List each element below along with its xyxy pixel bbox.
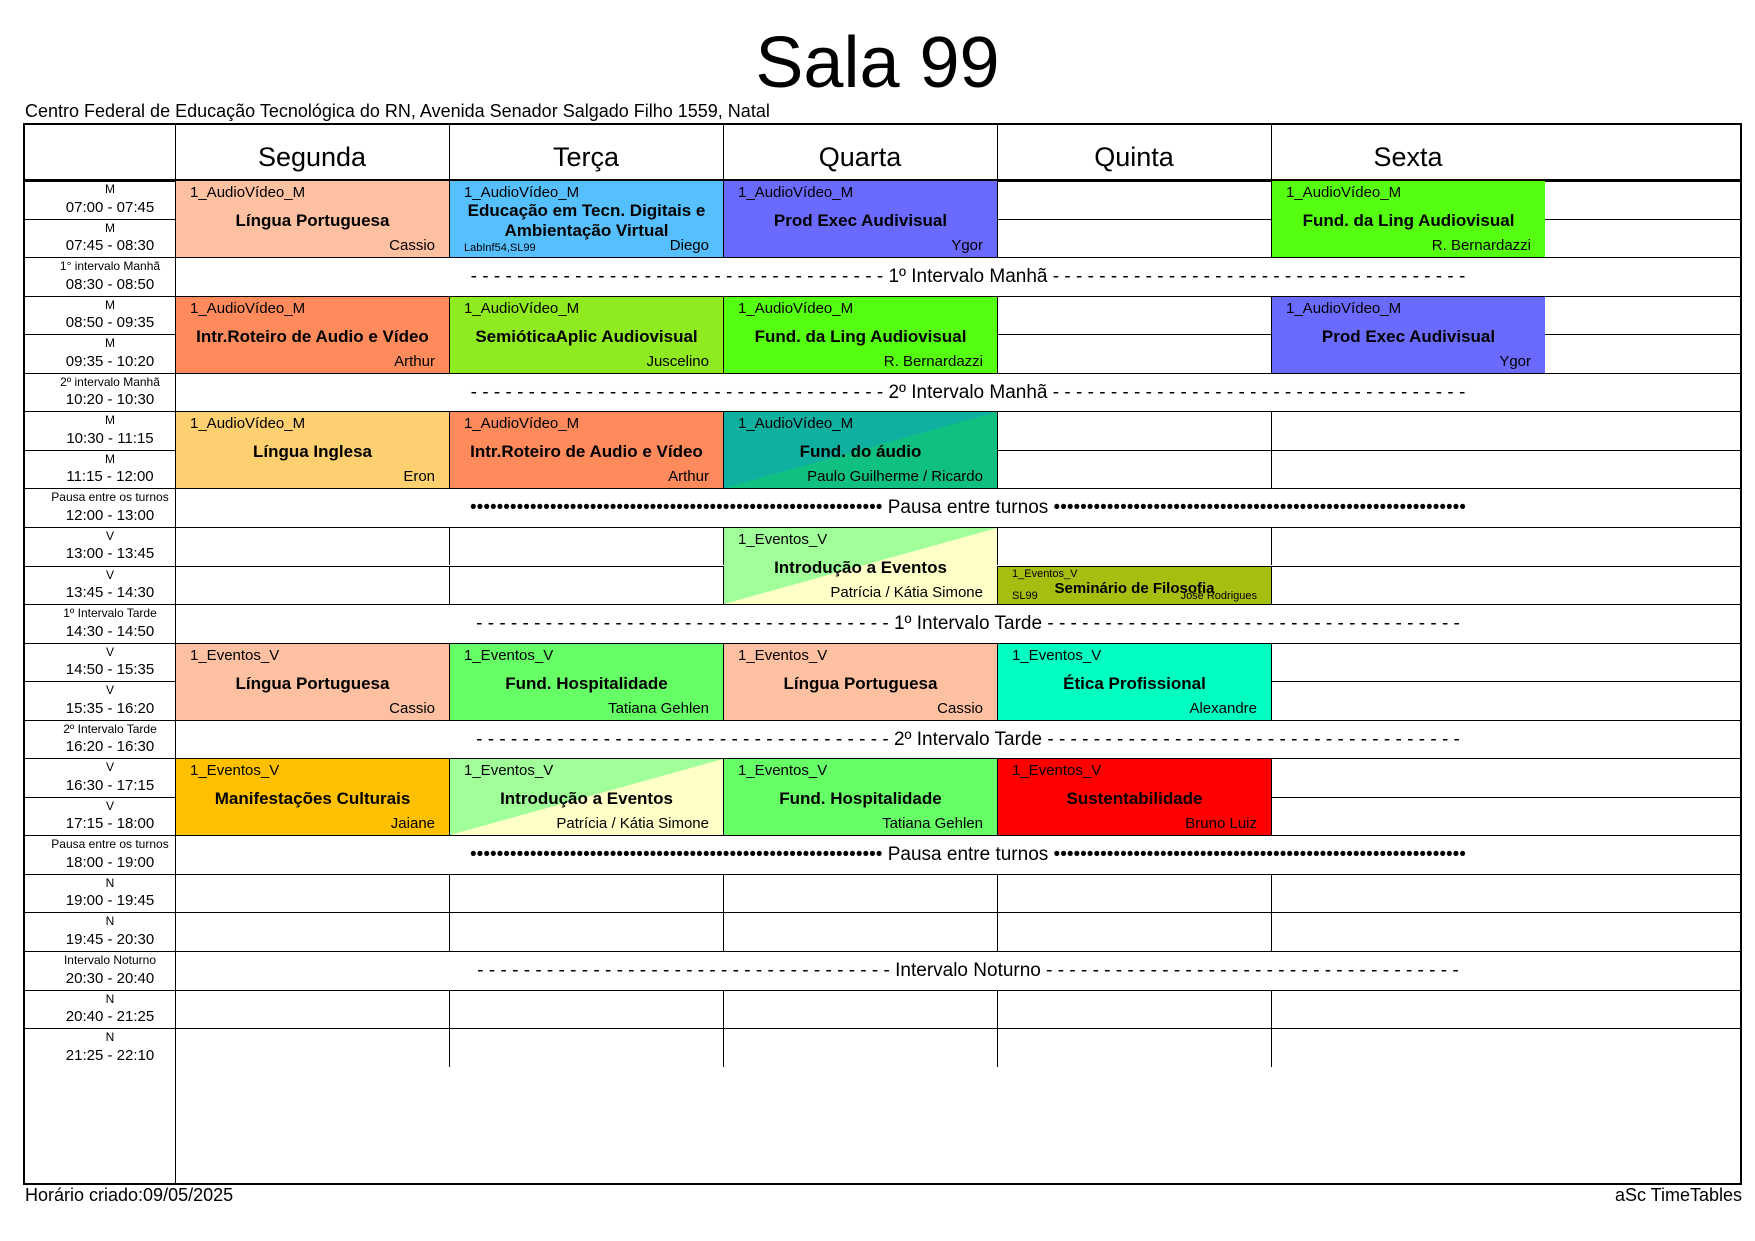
lesson-class: 1_AudioVídeo_M (738, 415, 854, 433)
lesson-class: 1_AudioVídeo_M (738, 299, 854, 317)
lesson-teacher: Bruno Luiz (1185, 815, 1257, 833)
lesson-teacher: Diego (669, 237, 709, 255)
lesson-teacher: Juscelino (646, 352, 709, 370)
created-date: Horário criado:09/05/2025 (25, 1185, 234, 1205)
row-divider (25, 874, 1740, 875)
column-divider (1271, 125, 1272, 180)
lesson-teacher: Tatiana Gehlen (882, 815, 983, 833)
column-divider (449, 125, 450, 180)
lesson-teacher: Cassio (389, 237, 435, 255)
time-slot-label (25, 334, 195, 373)
slot-time: 11:15 - 12:00 (66, 468, 154, 486)
column-divider (1271, 566, 1272, 605)
lesson-class: 1_Eventos_V (738, 646, 828, 664)
lesson-teacher: Patrícia / Kátia Simone (556, 815, 709, 833)
slot-kind: N (105, 914, 115, 929)
lesson-subject: Ética Profissional (1063, 673, 1206, 693)
lesson-card (998, 567, 1271, 605)
break-row (196, 836, 1740, 874)
time-slot-label (25, 951, 195, 990)
lesson-subject: Manifestações Culturais (214, 789, 411, 809)
slot-time: 10:30 - 11:15 (66, 429, 154, 447)
slot-kind: N (105, 1030, 115, 1045)
lesson-card (724, 759, 997, 835)
time-slot-label (25, 758, 195, 797)
lesson-class: 1_AudioVídeo_M (464, 184, 580, 201)
column-divider (449, 527, 450, 566)
lesson-subject: Prod Exec Audivisual (1321, 326, 1496, 346)
slot-time: 10:20 - 10:30 (65, 391, 155, 409)
slot-time: 21:25 - 22:10 (65, 1046, 155, 1064)
slot-time: 16:30 - 17:15 (65, 776, 155, 794)
time-slot-label (25, 527, 195, 566)
slot-time: 16:20 - 16:30 (65, 738, 155, 756)
break-row (196, 952, 1740, 990)
lesson-class: 1_AudioVídeo_M (1286, 184, 1402, 201)
break-filler: - - - - - - - - - - - - - - - - - - - - - - - - - - - - - - - - - - - - (1040, 960, 1459, 981)
lesson-teacher: Paulo Guilherme / Ricardo (807, 468, 983, 486)
day-header: Terça (552, 142, 620, 172)
slot-time: 13:00 - 13:45 (65, 545, 155, 563)
break-label: 1º Intervalo Tarde (893, 613, 1043, 635)
lesson-subject: Fund. do áudio (799, 442, 922, 462)
lesson-card (450, 181, 723, 257)
lesson-class: 1_Eventos_V (464, 762, 554, 780)
slot-time: 14:50 - 15:35 (65, 661, 155, 679)
time-slot-label (25, 874, 195, 913)
lesson-subject: Fund. Hospitalidade (505, 673, 668, 693)
slot-kind: 2º intervalo Manhã (60, 374, 160, 389)
slot-kind: N (105, 991, 115, 1006)
time-slot-label (25, 488, 195, 527)
slot-time: 18:00 - 19:00 (65, 853, 155, 871)
slot-kind: Pausa entre os turnos (51, 490, 169, 505)
lesson-class: 1_Eventos_V (1012, 567, 1078, 580)
time-slot-label (25, 296, 195, 335)
column-divider (723, 990, 724, 1029)
lesson-card (176, 412, 449, 488)
row-divider (25, 990, 1740, 991)
lesson-subject: Intr.Roteiro de Audio e Vídeo (196, 326, 429, 346)
lesson-card (1272, 297, 1545, 373)
lesson-card (450, 297, 723, 373)
column-divider (997, 219, 998, 258)
lesson-card (724, 297, 997, 373)
slot-time: 08:30 - 08:50 (65, 275, 155, 293)
slot-kind: 1° intervalo Manhã (59, 259, 161, 274)
lesson-teacher: Alexandre (1189, 699, 1257, 717)
column-divider (449, 874, 450, 913)
day-header: Segunda (257, 142, 367, 172)
school-address: Centro Federal de Educação Tecnológica do RN, Avenida Senador Salgado Filho 1559, Natal (25, 101, 770, 121)
break-row (196, 605, 1740, 643)
timetable-grid (23, 123, 1742, 1185)
slot-time: 20:40 - 21:25 (65, 1008, 155, 1026)
slot-time: 15:35 - 16:20 (65, 699, 155, 717)
lesson-class: 1_AudioVídeo_M (1286, 299, 1402, 317)
break-filler: - - - - - - - - - - - - - - - - - - - - - - - - - - - - - - - - - - - - (476, 613, 894, 635)
break-filler: - - - - - - - - - - - - - - - - - - - - - - - - - - - - - - - - - - - - (476, 728, 894, 750)
break-filler: - - - - - - - - - - - - - - - - - - - - - - - - - - - - - - - - - - - - (1042, 613, 1460, 635)
time-slot-label (25, 411, 195, 450)
lesson-card (176, 297, 449, 373)
column-divider (997, 296, 998, 335)
lesson-teacher: R. Bernardazzi (1431, 237, 1531, 255)
slot-kind: M (105, 451, 115, 466)
lesson-subject: Seminário de Filosofia (1054, 579, 1215, 597)
slot-time: 08:50 - 09:35 (65, 314, 155, 332)
slot-kind: N (105, 875, 115, 890)
lesson-subject: Língua Inglesa (252, 442, 373, 462)
slot-kind: 1º Intervalo Tarde (63, 606, 157, 621)
column-divider (1271, 797, 1272, 836)
column-divider (997, 125, 998, 180)
time-slot-label (25, 797, 195, 836)
break-filler: - - - - - - - - - - - - - - - - - - - - - - - - - - - - - - - - - - - - (470, 381, 889, 403)
break-filler: •••••••••••••••••••••••••••••••••••••••••••••••••••••••••••••• (470, 497, 888, 519)
slot-kind: V (105, 798, 114, 813)
lesson-teacher: Eron (403, 468, 435, 486)
column-divider (723, 1028, 724, 1067)
column-divider (1271, 681, 1272, 720)
column-divider (997, 990, 998, 1029)
time-slot-label (25, 643, 195, 682)
lesson-teacher: Patrícia / Kátia Simone (830, 584, 983, 602)
slot-kind: V (105, 567, 114, 582)
slot-kind: M (105, 220, 115, 235)
time-slot-label (25, 257, 195, 296)
slot-kind: M (105, 297, 115, 312)
slot-time: 09:35 - 10:20 (65, 352, 155, 370)
slot-kind: V (105, 760, 114, 775)
lesson-card (998, 644, 1271, 720)
lesson-room: SL99 (1012, 590, 1038, 603)
column-divider (449, 1028, 450, 1067)
time-slot-label (25, 219, 195, 258)
lesson-card (176, 644, 449, 720)
lesson-teacher: Ygor (1499, 352, 1531, 370)
time-slot-label (25, 566, 195, 605)
lesson-class: 1_Eventos_V (1012, 646, 1102, 664)
column-divider (997, 411, 998, 450)
column-divider (1271, 758, 1272, 797)
time-slot-label (25, 180, 195, 219)
column-divider (997, 180, 998, 219)
time-slot-label (25, 681, 195, 720)
row-divider (25, 1028, 1740, 1029)
slot-kind: V (105, 528, 114, 543)
lesson-teacher: José Rodrigues (1180, 590, 1257, 603)
lesson-class: 1_AudioVídeo_M (464, 415, 580, 433)
lesson-subject: Sustentabilidade (1066, 789, 1203, 809)
column-divider (1271, 411, 1272, 450)
day-header: Sexta (1373, 142, 1443, 172)
time-slot-label (25, 912, 195, 951)
lesson-card (450, 644, 723, 720)
lesson-teacher: R. Bernardazzi (883, 352, 983, 370)
slot-kind: Pausa entre os turnos (51, 837, 169, 852)
column-divider (997, 874, 998, 913)
lesson-class: 1_Eventos_V (738, 762, 828, 780)
break-filler: - - - - - - - - - - - - - - - - - - - - - - - - - - - - - - - - - - - - (1047, 266, 1466, 288)
time-slot-label (25, 604, 195, 643)
column-divider (449, 990, 450, 1029)
generator-label: aSc TimeTables (1614, 1185, 1742, 1205)
lesson-card (724, 644, 997, 720)
column-divider (1271, 1028, 1272, 1067)
slot-kind: M (105, 182, 115, 196)
break-filler: - - - - - - - - - - - - - - - - - - - - - - - - - - - - - - - - - - - - (477, 960, 896, 981)
slot-kind: M (105, 413, 115, 428)
day-header: Quarta (818, 142, 902, 172)
time-slot-label (25, 990, 195, 1029)
lesson-card (1272, 181, 1545, 257)
lesson-subject: Intr.Roteiro de Audio e Vídeo (470, 442, 703, 462)
column-divider (723, 874, 724, 913)
break-row (196, 721, 1740, 759)
lesson-subject: Fund. da Ling Audiovisual (754, 326, 967, 346)
slot-time: 17:15 - 18:00 (65, 815, 155, 833)
column-divider (723, 125, 724, 180)
lesson-subject: Língua Portuguesa (235, 673, 390, 693)
break-label: 1º Intervalo Manhã (888, 266, 1048, 288)
lesson-class: 1_AudioVídeo_M (738, 184, 854, 201)
lesson-subject: SemióticaAplic Audiovisual (475, 326, 698, 346)
lesson-card (724, 181, 997, 257)
column-divider (1271, 990, 1272, 1029)
column-divider (997, 450, 998, 489)
break-filler: •••••••••••••••••••••••••••••••••••••••••••••••••••••••••••••• (1048, 497, 1466, 519)
lesson-teacher: Arthur (668, 468, 709, 486)
lesson-subject: Língua Portuguesa (783, 673, 938, 693)
lesson-teacher: Cassio (937, 699, 983, 717)
lesson-teacher: Arthur (394, 352, 435, 370)
column-divider (997, 334, 998, 373)
slot-time: 19:00 - 19:45 (65, 892, 155, 910)
lesson-subject: Introdução a Eventos (774, 557, 947, 577)
row-divider (25, 912, 1740, 913)
break-filler: •••••••••••••••••••••••••••••••••••••••••••••••••••••••••••••• (1048, 844, 1466, 866)
column-divider (1271, 643, 1272, 682)
lesson-subject: Língua Portuguesa (235, 211, 390, 230)
day-header: Quinta (1094, 142, 1174, 172)
column-divider (1271, 527, 1272, 566)
lesson-class: 1_Eventos_V (738, 530, 828, 548)
break-label: Pausa entre turnos (887, 497, 1049, 519)
break-filler: - - - - - - - - - - - - - - - - - - - - - - - - - - - - - - - - - - - - (1047, 381, 1466, 403)
lesson-card (450, 412, 723, 488)
lesson-card (450, 759, 723, 835)
lesson-class: 1_Eventos_V (190, 762, 280, 780)
slot-time: 13:45 - 14:30 (65, 584, 155, 602)
slot-time: 12:00 - 13:00 (65, 506, 155, 524)
slot-kind: M (105, 336, 115, 351)
lesson-room: LabInf54,SL99 (464, 242, 536, 255)
lesson-class: 1_Eventos_V (1012, 762, 1102, 780)
lesson-teacher: Jaiane (390, 815, 435, 833)
break-label: Pausa entre turnos (887, 844, 1049, 866)
lesson-card (176, 181, 449, 257)
slot-kind: V (105, 644, 114, 659)
lesson-subject: Prod Exec Audivisual (773, 211, 948, 230)
column-divider (449, 912, 450, 951)
lesson-class: 1_AudioVídeo_M (190, 415, 306, 433)
lesson-subject: Introdução a Eventos (500, 789, 673, 809)
break-row (196, 258, 1740, 296)
slot-time: 20:30 - 20:40 (65, 969, 155, 987)
column-divider (1271, 874, 1272, 913)
slot-kind: V (105, 683, 114, 698)
lesson-class: 1_AudioVídeo_M (464, 299, 580, 317)
lesson-subject: Fund. Hospitalidade (779, 789, 942, 809)
lesson-class: 1_Eventos_V (464, 646, 554, 664)
lesson-subject: Educação em Tecn. Digitais e Ambientação Virtual (467, 201, 706, 240)
slot-kind: Intervalo Noturno (63, 953, 157, 967)
time-slot-label (25, 835, 195, 874)
slot-time: 07:45 - 08:30 (65, 237, 155, 255)
column-divider (1271, 912, 1272, 951)
break-row (196, 374, 1740, 412)
time-slot-label (25, 1028, 195, 1067)
lesson-class: 1_Eventos_V (190, 646, 280, 664)
lesson-subject: Fund. da Ling Audiovisual (1302, 211, 1515, 230)
lesson-teacher: Tatiana Gehlen (608, 699, 709, 717)
slot-kind: 2º Intervalo Tarde (63, 721, 157, 736)
lesson-card (176, 759, 449, 835)
slot-time: 19:45 - 20:30 (65, 930, 155, 948)
time-slot-label (25, 450, 195, 489)
lesson-class: 1_AudioVídeo_M (190, 184, 306, 201)
lesson-card (724, 412, 997, 488)
column-divider (997, 912, 998, 951)
column-divider (1271, 450, 1272, 489)
column-divider (997, 527, 998, 566)
slot-time: 07:00 - 07:45 (65, 198, 155, 216)
page-title: Sala 99 (755, 23, 1000, 103)
lesson-teacher: Cassio (389, 699, 435, 717)
lesson-teacher: Ygor (951, 237, 983, 255)
column-divider (997, 1028, 998, 1067)
column-divider (723, 912, 724, 951)
column-divider (449, 566, 450, 605)
lesson-card (724, 528, 997, 604)
lesson-class: 1_AudioVídeo_M (190, 299, 306, 317)
lesson-card (998, 759, 1271, 835)
break-label: Intervalo Noturno (895, 960, 1041, 981)
break-filler: - - - - - - - - - - - - - - - - - - - - - - - - - - - - - - - - - - - - (470, 266, 889, 288)
time-slot-label (25, 373, 195, 412)
break-filler: - - - - - - - - - - - - - - - - - - - - - - - - - - - - - - - - - - - - (1042, 728, 1460, 750)
break-row (196, 489, 1740, 527)
break-filler: •••••••••••••••••••••••••••••••••••••••••••••••••••••••••••••• (470, 844, 888, 866)
break-label: 2º Intervalo Tarde (893, 728, 1043, 750)
time-slot-label (25, 720, 195, 759)
slot-time: 14:30 - 14:50 (65, 622, 155, 640)
break-label: 2º Intervalo Manhã (888, 381, 1048, 403)
